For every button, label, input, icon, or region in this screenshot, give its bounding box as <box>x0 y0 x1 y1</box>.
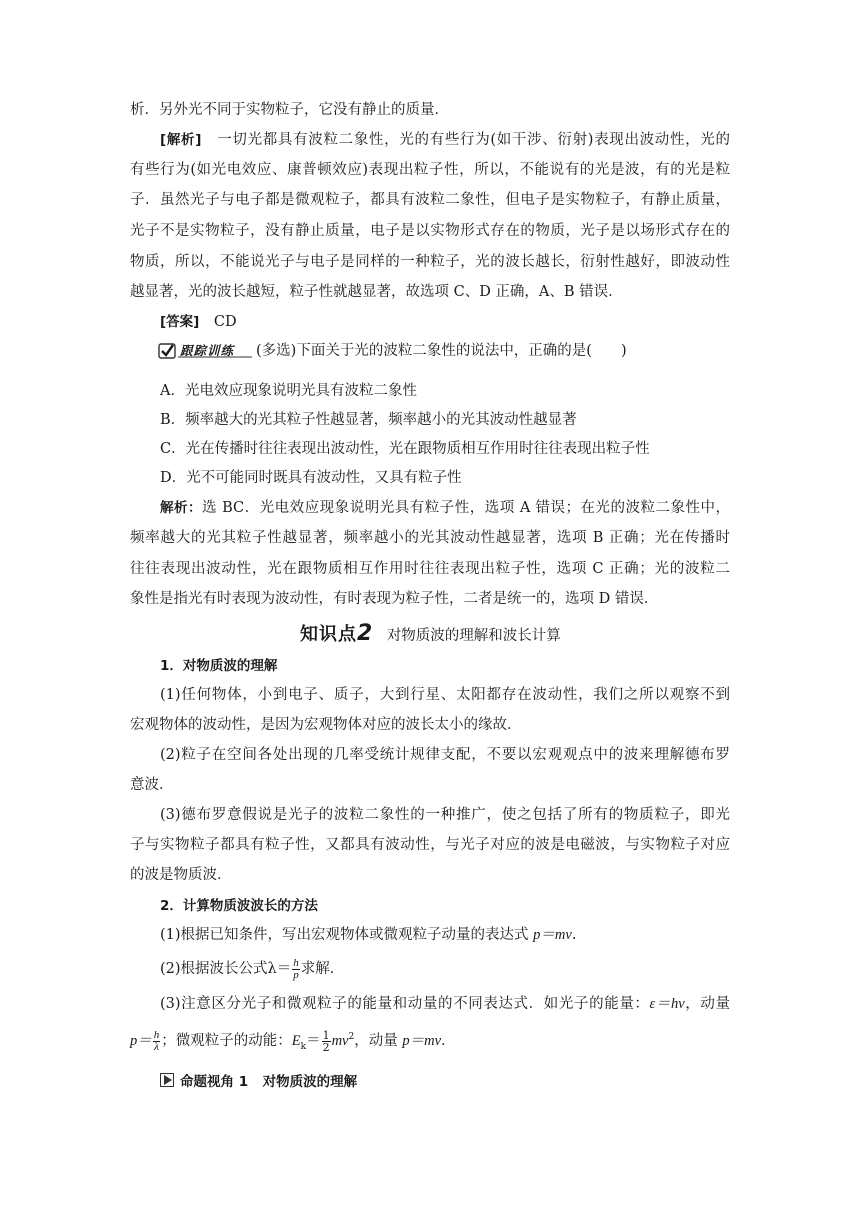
paragraph-line: 析．另外光不同于实物粒子，它没有静止的质量． <box>130 102 449 118</box>
view-title: 对物质波的理解 <box>262 1074 358 1090</box>
option-c: C．光在传播时往往表现出波动性，光在跟物质相互作用时往往表现出粒子性 <box>160 441 650 457</box>
paragraph-line: (3)德布罗意假说是光子的波粒二象性的一种推广，使之包括了所有的物质粒子，即光 <box>160 807 730 823</box>
proposition-view-heading <box>160 1072 730 1092</box>
wavelength-fraction: $\frac{h}{p}$ <box>293 956 299 981</box>
kp-word: 知识点 <box>300 624 357 645</box>
paragraph-line: 意波． <box>130 777 174 793</box>
play-triangle-icon <box>160 1073 174 1087</box>
kp-number: 2 <box>357 621 373 646</box>
method-line-3: (3)注意区分光子和微观粒子的能量和动量的不同表达式．如光子的能量：ε＝hν，动量 <box>160 996 730 1012</box>
analysis-line: [解析] 一切光都具有波粒二象性，光的有些行为(如干涉、衍射)表现出波动性，光的 <box>160 132 731 148</box>
paragraph-line: 越显著，光的波长越短，粒子性就越显著，故选项 C、D 正确，A、B 错误． <box>130 284 623 300</box>
method-line-2: (2)根据波长公式λ＝ $\frac{h}{p}$ 求解． <box>160 956 345 981</box>
follow-up-badge <box>158 342 254 360</box>
paragraph-line: 光子不是实物粒子，没有静止质量，电子是以实物形式存在的物质，光子是以场形式存在的 <box>130 223 730 239</box>
option-b: B．频率越大的光其粒子性越显著，频率越小的光其波动性越显著 <box>160 412 577 428</box>
solution-line: 象性是指光有时表现为波动性，有时表现为粒子性，二者是统一的，选项 D 错误． <box>130 591 659 607</box>
option-d: D．光不可能同时既具有波动性，又具有粒子性 <box>160 470 462 486</box>
half-fraction: $\frac{1}{2}$ <box>322 1028 330 1054</box>
solution-line: 解析：选 BC．光电效应现象说明光具有粒子性，选项 A 错误；在光的波粒二象性中， <box>160 500 730 516</box>
paragraph-line: (1)任何物体，小到电子、质子，大到行星、太阳都存在波动性，我们之所以观察不到 <box>160 687 730 703</box>
view-label: 命题视角 1 <box>180 1074 249 1090</box>
knowledge-point-heading <box>300 622 561 648</box>
paragraph-line: (2)粒子在空间各处出现的几率受统计规律支配，不要以宏观观点中的波来理解德布罗 <box>160 747 730 763</box>
section-heading-2: 2．计算物质波波长的方法 <box>160 898 318 914</box>
paragraph-line: 的波是物质波． <box>130 867 232 883</box>
solution-line: 频率越大的光其粒子性越显著，频率越小的光其波动性越显著，选项 B 正确；光在传播时 <box>130 530 730 546</box>
follow-up-question: 跟踪训练 (多选)下面关于光的波粒二象性的说法中，正确的是( ) <box>158 341 758 361</box>
solution-line: 往往表现出波动性，光在跟物质相互作用时往往表现出粒子性，选项 C 正确；光的波粒二 <box>130 561 730 577</box>
section-heading-1: 1．对物质波的理解 <box>160 658 278 674</box>
paragraph-line: 有些行为(如光电效应、康普顿效应)表现出粒子性，所以，不能说有的光是波，有的光是粒 <box>130 162 730 178</box>
answer-line: [答案] CD <box>160 314 237 330</box>
paragraph-line: 宏观物体的波动性，是因为宏观物体对应的波长太小的缘故． <box>130 717 522 733</box>
method-line-4: p＝ $\frac{h}{\lambda}$ ；微观粒子的动能：$E_k=$ $\frac{1}{2}$ $mv^2$，动量 p＝mv． <box>130 1028 456 1054</box>
option-a: A．光电效应现象说明光具有波粒二象性 <box>160 383 417 399</box>
kp-title: 对物质波的理解和波长计算 <box>386 628 561 644</box>
momentum-fraction: $\frac{h}{\lambda}$ <box>153 1028 160 1053</box>
method-line-1: (1)根据已知条件，写出宏观物体或微观粒子动量的表达式 p＝mv. <box>160 927 577 943</box>
badge-label: 跟踪训练 <box>180 343 235 358</box>
paragraph-line: 子．虽然光子与电子都是微观粒子，都具有波粒二象性，但电子是实物粒子，有静止质量， <box>130 192 730 208</box>
paragraph-line: 子与实物粒子都具有粒子性，又都具有波动性，与光子对应的波是电磁波，与实物粒子对应 <box>130 837 730 853</box>
paragraph-line: 物质，所以，不能说光子与电子是同样的一种粒子，光的波长越长，衍射性越好，即波动性 <box>130 254 730 270</box>
